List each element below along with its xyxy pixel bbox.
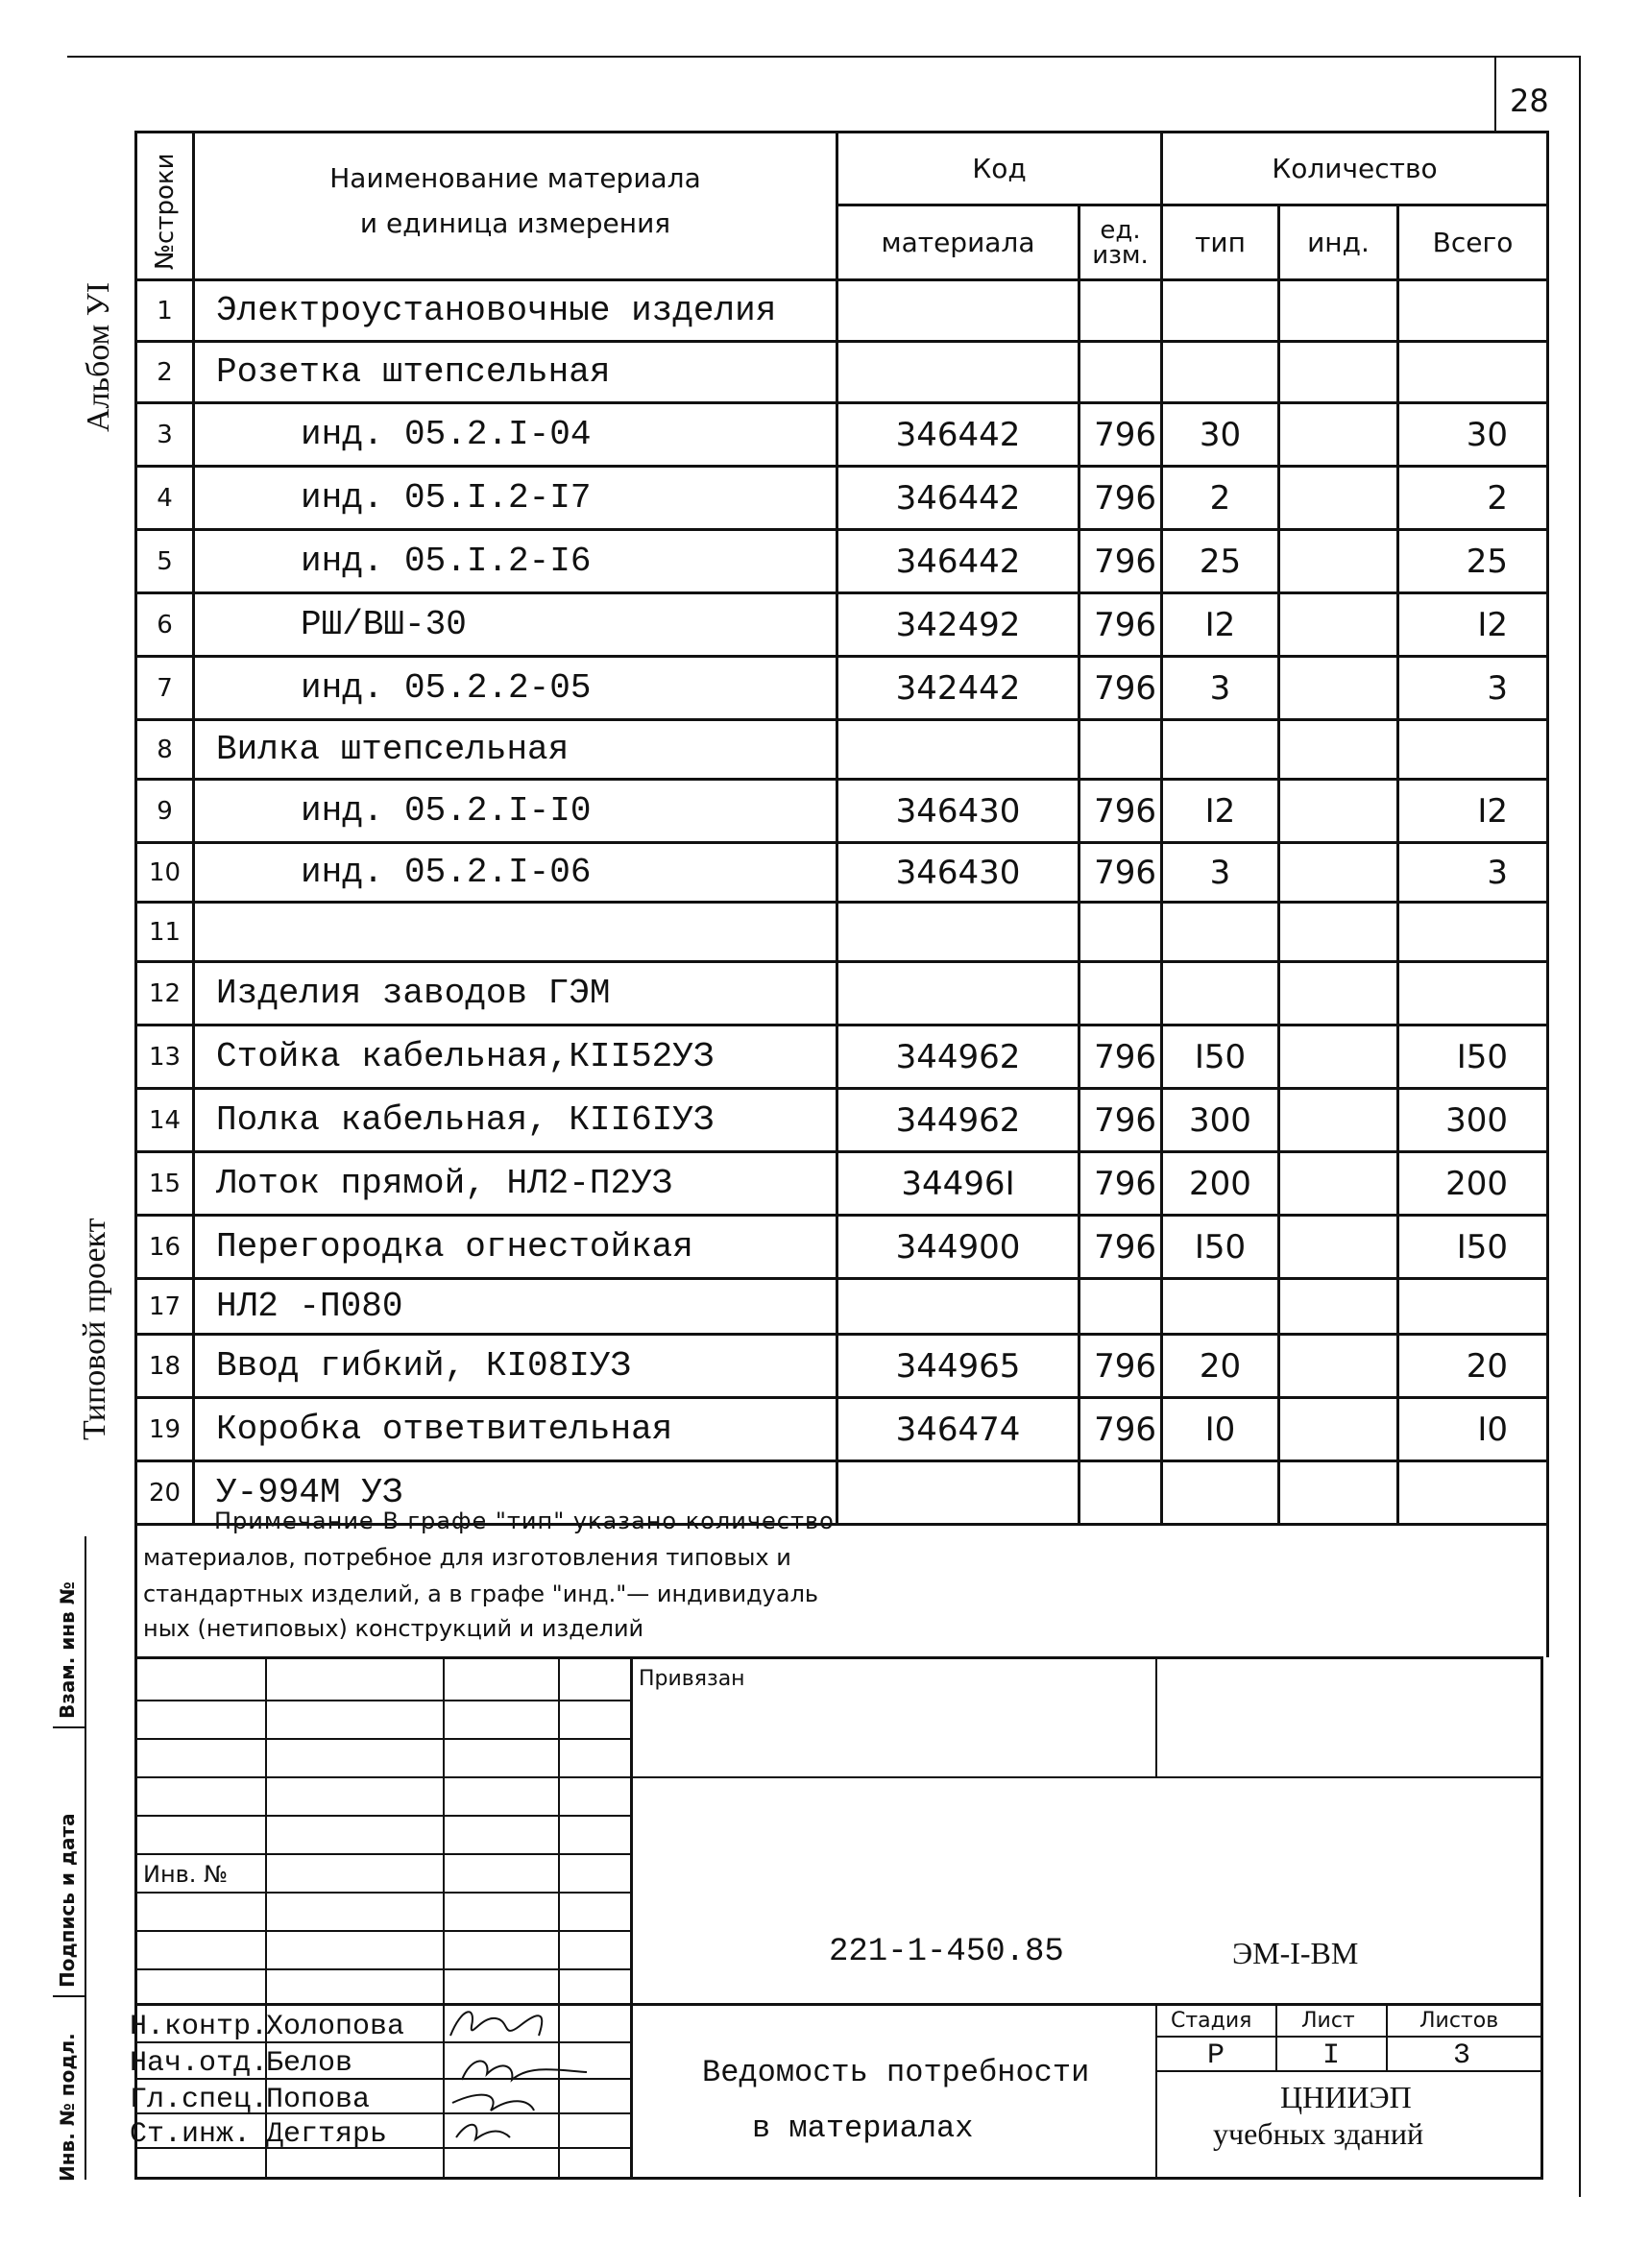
qty-type: I0 bbox=[1162, 1398, 1279, 1461]
privyazan-divider bbox=[1155, 1659, 1157, 1776]
unit-code: 796 bbox=[1079, 780, 1162, 843]
stage-divider bbox=[1155, 2003, 1157, 2178]
table-row bbox=[136, 903, 1548, 962]
unit-code: 796 bbox=[1079, 1398, 1162, 1461]
material-code: 342442 bbox=[837, 657, 1079, 720]
header-material: материала bbox=[837, 205, 1079, 280]
note-line-4: ных (нетиповых) конструкций и изделий bbox=[143, 1615, 644, 1642]
note-block bbox=[134, 1494, 1549, 1657]
unit-code: 796 bbox=[1079, 843, 1162, 903]
sheet-code: ЭМ-I-ВМ bbox=[1232, 1936, 1359, 1970]
row-number: 10 bbox=[136, 843, 194, 903]
qty-ind bbox=[1279, 1152, 1398, 1216]
stamp-row-1 bbox=[137, 1700, 632, 1701]
staff-role-1: Н.контр. bbox=[130, 2011, 269, 2043]
qty-total bbox=[1398, 342, 1548, 403]
material-name: Электроустановочные изделия bbox=[194, 280, 837, 342]
row-number: 6 bbox=[136, 593, 194, 657]
qty-type bbox=[1162, 903, 1279, 962]
signature-1 bbox=[450, 2012, 542, 2036]
unit-code bbox=[1079, 280, 1162, 342]
material-name: Ввод гибкий, КI08IУЗ bbox=[194, 1335, 837, 1398]
qty-total: I2 bbox=[1398, 780, 1548, 843]
qty-total: I2 bbox=[1398, 593, 1548, 657]
qty-total bbox=[1398, 280, 1548, 342]
top-border-line bbox=[67, 56, 1580, 58]
signature-2 bbox=[462, 2061, 587, 2080]
header-total: Всего bbox=[1398, 205, 1548, 280]
signature-4 bbox=[456, 2125, 510, 2139]
material-name: Перегородка огнестойкая bbox=[194, 1216, 837, 1279]
margin-label-sign: Подпись и дата bbox=[56, 1813, 79, 1988]
material-name: Вилка штепсельная bbox=[194, 720, 837, 780]
material-code bbox=[837, 280, 1079, 342]
qty-ind bbox=[1279, 1216, 1398, 1279]
material-name bbox=[194, 903, 837, 962]
table-row bbox=[136, 1216, 1548, 1279]
org-line1: ЦНИИЭП bbox=[1280, 2080, 1412, 2114]
material-code: 346474 bbox=[837, 1398, 1079, 1461]
qty-type: 25 bbox=[1162, 530, 1279, 593]
table-row bbox=[136, 342, 1548, 403]
unit-code bbox=[1079, 720, 1162, 780]
material-name: инд. 05.2.2-05 bbox=[194, 657, 837, 720]
row-number: 15 bbox=[136, 1152, 194, 1216]
materials-table bbox=[134, 131, 1549, 1526]
table-row bbox=[136, 467, 1548, 530]
stamp-row-4 bbox=[137, 1815, 632, 1817]
sheets-value: 3 bbox=[1453, 2039, 1471, 2072]
margin-label-inv: Инв. № подл. bbox=[56, 2033, 79, 2182]
qty-type: I50 bbox=[1162, 1216, 1279, 1279]
row-number: 4 bbox=[136, 467, 194, 530]
margin-label-vzam: Взам. инв № bbox=[56, 1581, 79, 1719]
unit-code: 796 bbox=[1079, 1089, 1162, 1152]
qty-type: 30 bbox=[1162, 403, 1279, 467]
qty-type bbox=[1162, 342, 1279, 403]
unit-code: 796 bbox=[1079, 403, 1162, 467]
note-line-2: материалов, потребное для изготовления типовых и bbox=[143, 1544, 791, 1571]
material-name: инд. 05.I.2-I7 bbox=[194, 467, 837, 530]
row-number: 20 bbox=[136, 1461, 194, 1525]
material-name: НЛ2 -П080 bbox=[194, 1279, 837, 1335]
row-number: 13 bbox=[136, 1025, 194, 1089]
title-block bbox=[130, 1656, 1543, 2180]
material-code bbox=[837, 1279, 1079, 1335]
page-number-box-left bbox=[1494, 56, 1496, 133]
material-name: Розетка штепсельная bbox=[194, 342, 837, 403]
stamp-row-3 bbox=[137, 1776, 1541, 1778]
header-code: Код bbox=[837, 133, 1162, 205]
material-code bbox=[837, 720, 1079, 780]
table-row bbox=[136, 280, 1548, 342]
material-name: Стойка кабельная,КII52УЗ bbox=[194, 1025, 837, 1089]
material-code bbox=[837, 962, 1079, 1025]
org-line2: учебных зданий bbox=[1213, 2116, 1424, 2151]
staff-name-4: Дегтярь bbox=[266, 2118, 388, 2151]
table-row bbox=[136, 1335, 1548, 1398]
material-name: Лоток прямой, НЛ2-П2УЗ bbox=[194, 1152, 837, 1216]
unit-code: 796 bbox=[1079, 593, 1162, 657]
qty-ind bbox=[1279, 280, 1398, 342]
margin-rule-1 bbox=[53, 1726, 86, 1728]
material-code: 344900 bbox=[837, 1216, 1079, 1279]
row-number: 17 bbox=[136, 1279, 194, 1335]
table-row bbox=[136, 1025, 1548, 1089]
row-number: 9 bbox=[136, 780, 194, 843]
side-label-project: Типовой проект bbox=[77, 1218, 112, 1440]
material-name: инд. 05.2.I-06 bbox=[194, 843, 837, 903]
material-code: 344965 bbox=[837, 1335, 1079, 1398]
material-code: 344962 bbox=[837, 1089, 1079, 1152]
qty-ind bbox=[1279, 1398, 1398, 1461]
header-name-line2: и единица измерения bbox=[359, 207, 671, 239]
doc-title-line2: в материалах bbox=[752, 2111, 974, 2146]
material-code: 342492 bbox=[837, 593, 1079, 657]
material-name: РШ/ВШ-30 bbox=[194, 593, 837, 657]
material-name: инд. 05.2.I-04 bbox=[194, 403, 837, 467]
qty-total: 20 bbox=[1398, 1335, 1548, 1398]
header-unit: ед. изм. bbox=[1079, 205, 1162, 280]
material-code: 346442 bbox=[837, 530, 1079, 593]
material-name: инд. 05.2.I-I0 bbox=[194, 780, 837, 843]
margin-rule-2 bbox=[53, 1995, 86, 1997]
qty-total bbox=[1398, 903, 1548, 962]
stamp-row-2 bbox=[137, 1738, 632, 1740]
header-name-cell bbox=[194, 133, 837, 280]
unit-code: 796 bbox=[1079, 1152, 1162, 1216]
unit-code: 796 bbox=[1079, 1025, 1162, 1089]
row-number: 14 bbox=[136, 1089, 194, 1152]
qty-ind bbox=[1279, 1335, 1398, 1398]
staff-name-1: Холопова bbox=[266, 2011, 405, 2043]
table-row bbox=[136, 593, 1548, 657]
staff-role-4: Ст.инж. bbox=[130, 2118, 252, 2151]
qty-ind bbox=[1279, 843, 1398, 903]
header-row-no: №строки bbox=[151, 153, 180, 270]
qty-total: 3 bbox=[1398, 843, 1548, 903]
material-code bbox=[837, 903, 1079, 962]
qty-type bbox=[1162, 1279, 1279, 1335]
sheets-label: Листов bbox=[1419, 2009, 1499, 2033]
table-row bbox=[136, 843, 1548, 903]
qty-ind bbox=[1279, 403, 1398, 467]
inv-no-label: Инв. № bbox=[143, 1861, 229, 1888]
qty-ind bbox=[1279, 530, 1398, 593]
material-code: 346430 bbox=[837, 780, 1079, 843]
qty-total: 2 bbox=[1398, 467, 1548, 530]
qty-total: 25 bbox=[1398, 530, 1548, 593]
row-number: 2 bbox=[136, 342, 194, 403]
row-number: 1 bbox=[136, 280, 194, 342]
qty-total: 3 bbox=[1398, 657, 1548, 720]
qty-total: I0 bbox=[1398, 1398, 1548, 1461]
qty-type bbox=[1162, 720, 1279, 780]
qty-total: I50 bbox=[1398, 1025, 1548, 1089]
note-line-3: стандартных изделий, а в графе "инд."— индивидуаль bbox=[143, 1580, 819, 1607]
privyazan-label: Привязан bbox=[639, 1667, 745, 1691]
qty-type: 3 bbox=[1162, 657, 1279, 720]
header-row-no-cell bbox=[136, 133, 194, 280]
table-row bbox=[136, 403, 1548, 467]
header-quantity: Количество bbox=[1162, 133, 1548, 205]
doc-title-line1: Ведомость потребности bbox=[702, 2055, 1090, 2090]
sheet-value: I bbox=[1322, 2039, 1341, 2072]
qty-type: 20 bbox=[1162, 1335, 1279, 1398]
stage-col-2 bbox=[1386, 2003, 1388, 2072]
qty-total: 200 bbox=[1398, 1152, 1548, 1216]
qty-ind bbox=[1279, 1025, 1398, 1089]
staff-role-3: Гл.спец. bbox=[130, 2084, 269, 2116]
stamp-row-7 bbox=[137, 1930, 632, 1932]
unit-code: 796 bbox=[1079, 1216, 1162, 1279]
staff-name-2: Белов bbox=[266, 2047, 353, 2080]
row-number: 12 bbox=[136, 962, 194, 1025]
qty-ind bbox=[1279, 962, 1398, 1025]
table-row bbox=[136, 1152, 1548, 1216]
signatures bbox=[443, 1997, 635, 2151]
unit-code: 796 bbox=[1079, 530, 1162, 593]
stamp-row-5 bbox=[137, 1853, 632, 1855]
right-border-line bbox=[1579, 56, 1581, 2197]
table-row bbox=[136, 1089, 1548, 1152]
unit-code bbox=[1079, 903, 1162, 962]
qty-total: 300 bbox=[1398, 1089, 1548, 1152]
qty-type: 2 bbox=[1162, 467, 1279, 530]
qty-ind bbox=[1279, 720, 1398, 780]
qty-ind bbox=[1279, 780, 1398, 843]
qty-ind bbox=[1279, 467, 1398, 530]
material-code: 346430 bbox=[837, 843, 1079, 903]
qty-ind bbox=[1279, 1279, 1398, 1335]
material-name: Полка кабельная, КII6IУЗ bbox=[194, 1089, 837, 1152]
row-number: 11 bbox=[136, 903, 194, 962]
material-code: 346442 bbox=[837, 467, 1079, 530]
material-name: У-994М УЗ bbox=[194, 1461, 837, 1525]
stamp-row-6 bbox=[137, 1892, 632, 1894]
qty-ind bbox=[1279, 342, 1398, 403]
row-number: 19 bbox=[136, 1398, 194, 1461]
qty-type bbox=[1162, 280, 1279, 342]
table-row bbox=[136, 1398, 1548, 1461]
sheet-label: Лист bbox=[1301, 2009, 1355, 2033]
staff-role-2: Нач.отд. bbox=[130, 2047, 269, 2080]
margin-divider bbox=[85, 1536, 86, 2180]
note-line-1: Примечание В графе "тип" указано количество bbox=[214, 1508, 835, 1534]
unit-code bbox=[1079, 342, 1162, 403]
qty-type: I2 bbox=[1162, 780, 1279, 843]
header-name-line1: Наименование материала bbox=[329, 162, 701, 194]
unit-code: 796 bbox=[1079, 467, 1162, 530]
qty-total bbox=[1398, 720, 1548, 780]
material-code: 344962 bbox=[837, 1025, 1079, 1089]
material-code: 346442 bbox=[837, 403, 1079, 467]
qty-total bbox=[1398, 962, 1548, 1025]
stage-value: Р bbox=[1207, 2039, 1225, 2072]
table-row bbox=[136, 657, 1548, 720]
unit-code bbox=[1079, 1279, 1162, 1335]
qty-total: 30 bbox=[1398, 403, 1548, 467]
unit-code: 796 bbox=[1079, 657, 1162, 720]
qty-type: 200 bbox=[1162, 1152, 1279, 1216]
row-number: 18 bbox=[136, 1335, 194, 1398]
qty-ind bbox=[1279, 593, 1398, 657]
signature-3 bbox=[452, 2095, 534, 2111]
header-type: тип bbox=[1162, 205, 1279, 280]
table-row bbox=[136, 780, 1548, 843]
stamp-row-8 bbox=[137, 1968, 632, 1970]
stage-row-1 bbox=[1155, 2036, 1541, 2038]
material-code: 34496I bbox=[837, 1152, 1079, 1216]
unit-code: 796 bbox=[1079, 1335, 1162, 1398]
stamp-row-9 bbox=[137, 2003, 1541, 2006]
row-number: 3 bbox=[136, 403, 194, 467]
table-row bbox=[136, 720, 1548, 780]
qty-total: I50 bbox=[1398, 1216, 1548, 1279]
header-ind: инд. bbox=[1279, 205, 1398, 280]
qty-ind bbox=[1279, 903, 1398, 962]
qty-type: I2 bbox=[1162, 593, 1279, 657]
stage-label: Стадия bbox=[1171, 2009, 1252, 2033]
qty-ind bbox=[1279, 1089, 1398, 1152]
material-name: инд. 05.I.2-I6 bbox=[194, 530, 837, 593]
material-name: Изделия заводов ГЭМ bbox=[194, 962, 837, 1025]
staff-name-3: Попова bbox=[266, 2084, 371, 2116]
material-name: Коробка ответвительная bbox=[194, 1398, 837, 1461]
qty-type: I50 bbox=[1162, 1025, 1279, 1089]
qty-type: 3 bbox=[1162, 843, 1279, 903]
qty-total bbox=[1398, 1279, 1548, 1335]
qty-ind bbox=[1279, 657, 1398, 720]
unit-code bbox=[1079, 962, 1162, 1025]
stage-col-1 bbox=[1275, 2003, 1277, 2072]
row-number: 16 bbox=[136, 1216, 194, 1279]
row-number: 7 bbox=[136, 657, 194, 720]
table-row bbox=[136, 530, 1548, 593]
row-number: 5 bbox=[136, 530, 194, 593]
page-number: 28 bbox=[1510, 83, 1549, 119]
qty-type bbox=[1162, 962, 1279, 1025]
table-row bbox=[136, 1279, 1548, 1335]
material-code bbox=[837, 342, 1079, 403]
table-row bbox=[136, 962, 1548, 1025]
row-number: 8 bbox=[136, 720, 194, 780]
side-label-album: Альбом УІ bbox=[81, 281, 116, 432]
qty-type: 300 bbox=[1162, 1089, 1279, 1152]
doc-code: 221-1-450.85 bbox=[829, 1934, 1064, 1970]
